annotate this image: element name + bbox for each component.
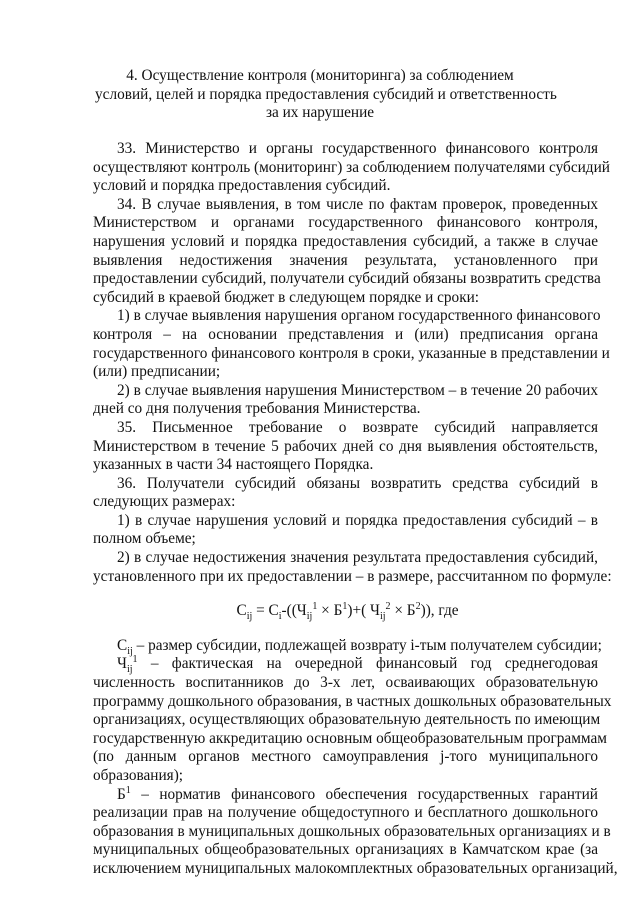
formula-sup: 2: [415, 601, 421, 613]
formula-part: )+( Ч: [347, 602, 380, 620]
text-line: образования);: [93, 767, 184, 784]
formula-sup: 1: [342, 601, 348, 613]
text-line: предоставлении субсидий, получатели субсидий обязаны возвратить средства: [93, 270, 601, 288]
text-line: государственную аккредитацию основным общеобразовательным программам: [93, 729, 607, 747]
paragraph-34-item-2: [93, 382, 598, 419]
symbol-sup: 1: [125, 784, 131, 796]
text-line: 1) в случае выявления нарушения органом государственного финансового: [117, 307, 601, 325]
symbol: Ч: [117, 655, 127, 673]
text-line: образования в муниципальных дошкольных образовательных организациях и в: [93, 822, 611, 840]
paragraph-34-item-1: [93, 307, 610, 381]
text-line: 33. Министерство и органы государственного финансового контроля: [117, 140, 598, 157]
paragraph-34: [93, 195, 601, 308]
formula-part: -((Ч: [281, 602, 307, 620]
formula-sub: ij: [246, 611, 253, 623]
paragraph-36-item-2: [93, 549, 612, 586]
formula-sub: ij: [379, 611, 386, 623]
text-line: [93, 786, 598, 805]
text-line: установленного при их предоставлении – в размере, рассчитанном по формуле:: [93, 567, 612, 585]
symbol-sub: ij: [127, 645, 133, 657]
text-line: 36. Получатели субсидий обязаны возвратить средства субсидий в: [117, 474, 598, 492]
text-line: муниципальных общеобразовательных организациях в Камчатском крае (за: [93, 841, 598, 859]
paragraph-36: [93, 475, 598, 512]
text-line: субсидий в краевой бюджет в следующем порядке и сроки:: [93, 288, 480, 306]
formula-sup: 1: [312, 601, 318, 613]
definition-cij: [93, 636, 602, 657]
text: – размер субсидии, подлежащей возврату i-тым получателем субсидии;: [132, 636, 602, 654]
text-line: организациях, осуществляющих образовательную деятельность по имеющим: [93, 711, 601, 729]
heading-line: за их нарушение: [265, 104, 375, 122]
formula-part: × Б: [317, 602, 343, 620]
symbol: Б: [117, 785, 126, 803]
text-line: следующих размерах:: [93, 493, 236, 511]
text-line: 2) в случае выявления нарушения Министерством – в течение 20 рабочих: [117, 381, 598, 399]
paragraph-33: [93, 140, 610, 196]
text-line: Министерством в течение 5 рабочих дней со дня выявления обстоятельств,: [93, 437, 598, 455]
section-heading: [95, 67, 557, 123]
paragraph-36-item-1: [93, 512, 598, 549]
text-line: программу дошкольного образования, в частных дошкольных образовательных: [93, 692, 612, 710]
text-line: 34. В случае выявления, в том числе по фактам проверок, проведенных: [117, 195, 598, 213]
text-line: государственного финансового контроля в сроки, указанные в представлении и: [93, 344, 610, 362]
text-line: полном объеме;: [93, 530, 196, 548]
formula-sub: ij: [306, 611, 313, 623]
definition-b1: [93, 784, 618, 879]
text-line: 2) в случае недостижения значения результата предоставления субсидий,: [117, 549, 598, 567]
formula-part: × Б: [390, 602, 416, 620]
heading-line: условий, целей и порядка предоставления субсидий и ответственность: [95, 85, 557, 103]
paragraph-35: [93, 419, 598, 475]
text-line: 1) в случае нарушения условий и порядка предоставления субсидий – в: [117, 511, 598, 529]
text-line: Министерством и органами государственного финансового контроля,: [93, 214, 598, 232]
formula-part: С: [236, 602, 247, 620]
text: – фактическая на очередной финансовый год среднегодовая: [137, 655, 598, 673]
formula-part: )), где: [420, 602, 459, 620]
text-line: дней со дня получения требования Министерства.: [93, 400, 421, 418]
text-line: условий и порядка предоставления субсидий.: [93, 177, 391, 195]
formula: [93, 602, 598, 621]
text-line: численность воспитанников до 3-х лет, осваивающих образовательную: [93, 674, 598, 692]
symbol-sup: 1: [132, 654, 138, 666]
document-body: [93, 140, 618, 879]
symbol-sub: ij: [126, 664, 133, 676]
formula-sup: 2: [385, 601, 391, 613]
text-line: (или) предписании;: [93, 363, 221, 381]
text-line: выявления недостижения значения результата, установленного при: [93, 251, 598, 269]
text-line: реализации прав на получение общедоступного и бесплатного дошкольного: [93, 804, 598, 822]
formula-sub: i: [278, 611, 282, 623]
text-line: нарушения условий и порядка предоставления субсидий, а также в случае: [93, 232, 598, 250]
definition-chij: [93, 654, 612, 785]
text-line: 35. Письменное требование о возврате субсидий направляется: [117, 418, 598, 436]
text-line: (по данным органов местного самоуправления j-того муниципального: [93, 748, 598, 766]
text-line: [93, 636, 602, 657]
symbol: С: [117, 636, 128, 654]
text-line: [93, 655, 598, 674]
text-line: контроля – на основании представления и (или) предписания органа: [93, 325, 598, 343]
text-line: осуществляют контроль (мониторинг) за соблюдением получателями субсидий: [93, 158, 610, 176]
text: – норматив финансового обеспечения государственных гарантий: [130, 785, 598, 803]
text-line: исключением муниципальных малокомплектных образовательных организаций,: [93, 859, 618, 877]
text-line: указанных в части 34 настоящего Порядка.: [93, 456, 374, 474]
heading-line: 4. Осуществление контроля (мониторинга) за соблюдением: [126, 67, 514, 84]
formula-part: = С: [252, 602, 279, 620]
